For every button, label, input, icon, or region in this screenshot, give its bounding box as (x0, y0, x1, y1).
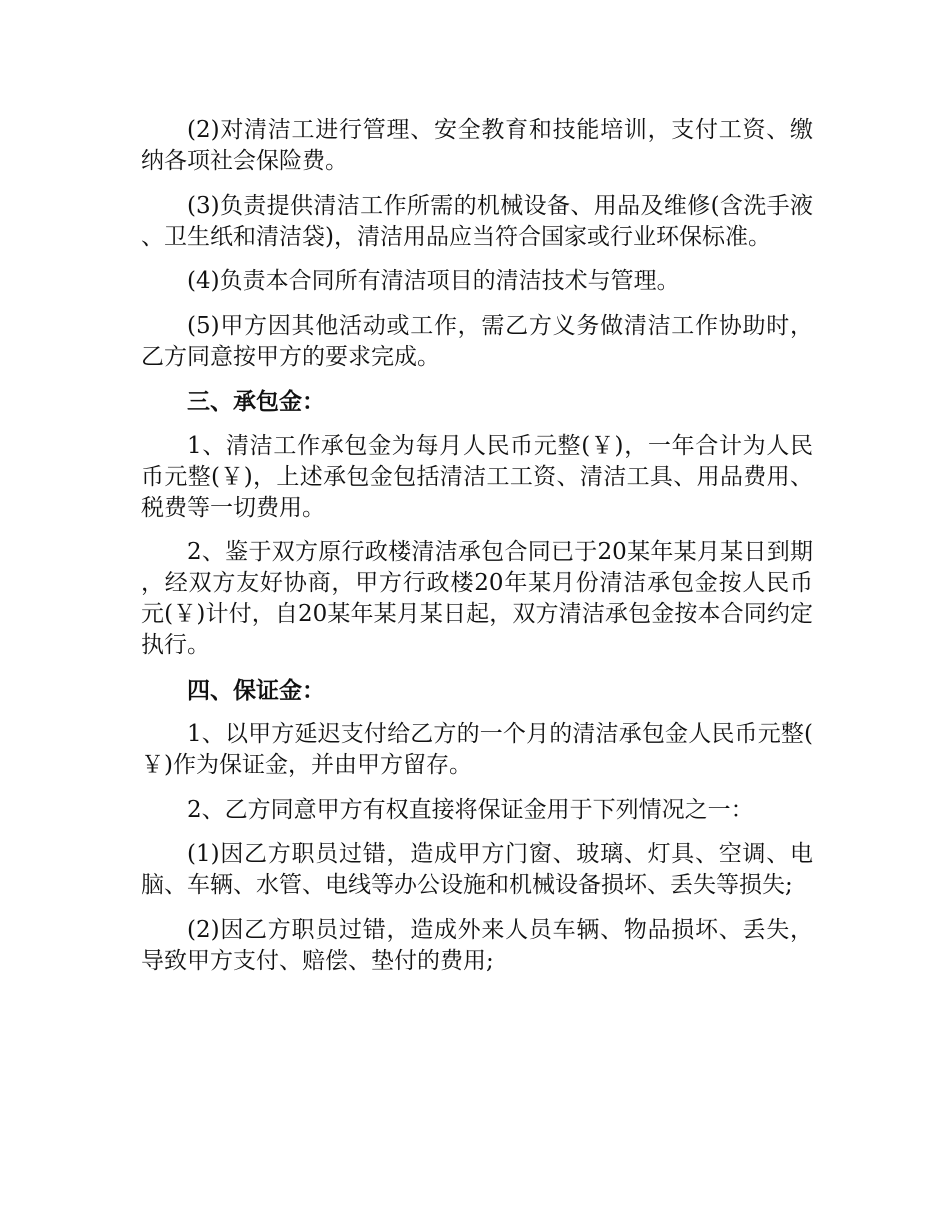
clause-party-b-5: (5)甲方因其他活动或工作，需乙方义务做清洁工作协助时，乙方同意按甲方的要求完成。 (141, 312, 813, 370)
clause-deposit-item-1: (1)因乙方职员过错，造成甲方门窗、玻璃、灯具、空调、电脑、车辆、水管、电线等办公设施和机械设备损坏、丢失等损失; (141, 841, 813, 898)
clause-deposit-item-2: (2)因乙方职员过错，造成外来人员车辆、物品损坏、丢失，导致甲方支付、赔偿、垫付的费用; (141, 916, 813, 974)
section-heading-deposit: 四、保证金： (187, 676, 325, 704)
clause-fee-2: 2、鉴于双方原行政楼清洁承包合同已于20某年某月某日到期，经双方友好协商，甲方行政楼20年某月份清洁承包金按人民币元(￥)计付，自20某年某月某日起，双方清洁承包金按本合同约定执行。 (141, 539, 813, 658)
clause-fee-1: 1、清洁工作承包金为每月人民币元整(￥)，一年合计为人民币元整(￥)，上述承包金包括清洁工工资、清洁工具、用品费用、税费等一切费用。 (141, 432, 813, 521)
clause-party-b-4: (4)负责本合同所有清洁项目的清洁技术与管理。 (187, 268, 680, 294)
clause-party-b-2: (2)对清洁工进行管理、安全教育和技能培训，支付工资、缴纳各项社会保险费。 (141, 117, 813, 174)
clause-deposit-2: 2、乙方同意甲方有权直接将保证金用于下列情况之一： (187, 796, 754, 823)
section-heading-contract-fee: 三、承包金： (187, 388, 325, 415)
document-body (141, 115, 813, 990)
clause-party-b-3: (3)负责提供清洁工作所需的机械设备、用品及维修(含洗手液、卫生纸和清洁袋)，清洁用品应当符合国家或行业环保标准。 (141, 192, 813, 250)
clause-deposit-1: 1、以甲方延迟支付给乙方的一个月的清洁承包金人民币元整(￥)作为保证金，并由甲方留存。 (141, 721, 813, 778)
